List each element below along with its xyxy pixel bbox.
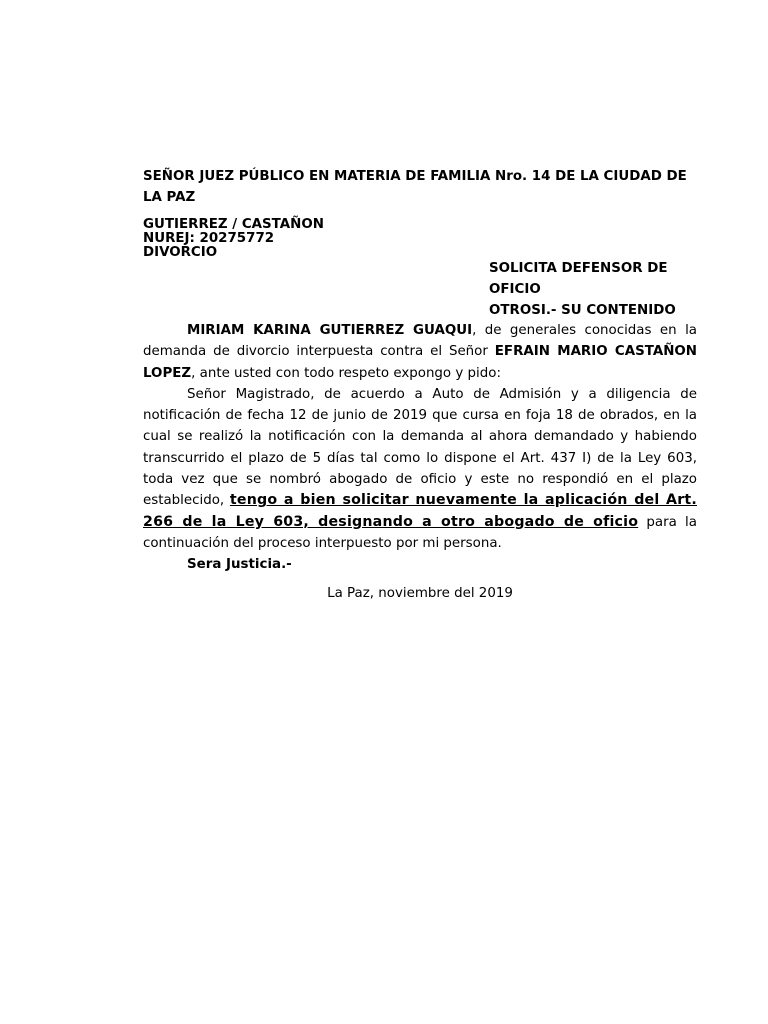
request-paragraph	[143, 384, 697, 554]
petition-summary	[489, 258, 699, 321]
petitioner-name: MIRIAM KARINA GUTIERREZ GUAQUI	[187, 323, 473, 338]
opening-text-a: , de generales conocidas en la demanda de divorcio interpuesta contra el Señor	[143, 323, 697, 360]
place-date: La Paz, noviembre del 2019	[327, 586, 513, 601]
case-type: DIVORCIO	[143, 245, 218, 260]
closing-phrase: Sera Justicia.-	[187, 557, 292, 573]
request-text-b: para la continuación del proceso interpuesto por mi persona.	[143, 514, 697, 551]
case-info	[143, 218, 697, 260]
respondent-name: EFRAIN MARIO CASTAÑON LOPEZ	[143, 344, 697, 381]
summary-line-1: SOLICITA DEFENSOR DE OFICIO	[489, 261, 668, 297]
opening-text-b: , ante usted con todo respeto expongo y pido:	[191, 365, 501, 381]
court-heading: SEÑOR JUEZ PÚBLICO EN MATERIA DE FAMILIA Nro. 14 DE LA CIUDAD DE LA PAZ	[143, 169, 687, 205]
case-parties: GUTIERREZ / CASTAÑON	[143, 217, 324, 232]
request-highlight: tengo a bien solicitar nuevamente la aplicación del Art. 266 de la Ley 603, designando a otro abogado de oficio	[143, 492, 697, 530]
summary-line-2: OTROSI.- SU CONTENIDO	[489, 303, 676, 318]
opening-paragraph	[143, 320, 697, 384]
case-nurej: NUREJ: 20275772	[143, 231, 275, 246]
request-text-a: Señor Magistrado, de acuerdo a Auto de Admisión y a diligencia de notificación de fecha 12 de junio de 2019 que cursa en foja 18 de obrados, en la cual se realizó la notificación con la demanda al ahora demandado y habiendo transcurrido el plazo de 5 días tal como lo dispone el Art. 437 I) de la Ley 603, toda vez que se nombró abogado de oficio y este no respondió en el plazo establecido,	[143, 386, 697, 509]
petition-body	[143, 320, 697, 576]
